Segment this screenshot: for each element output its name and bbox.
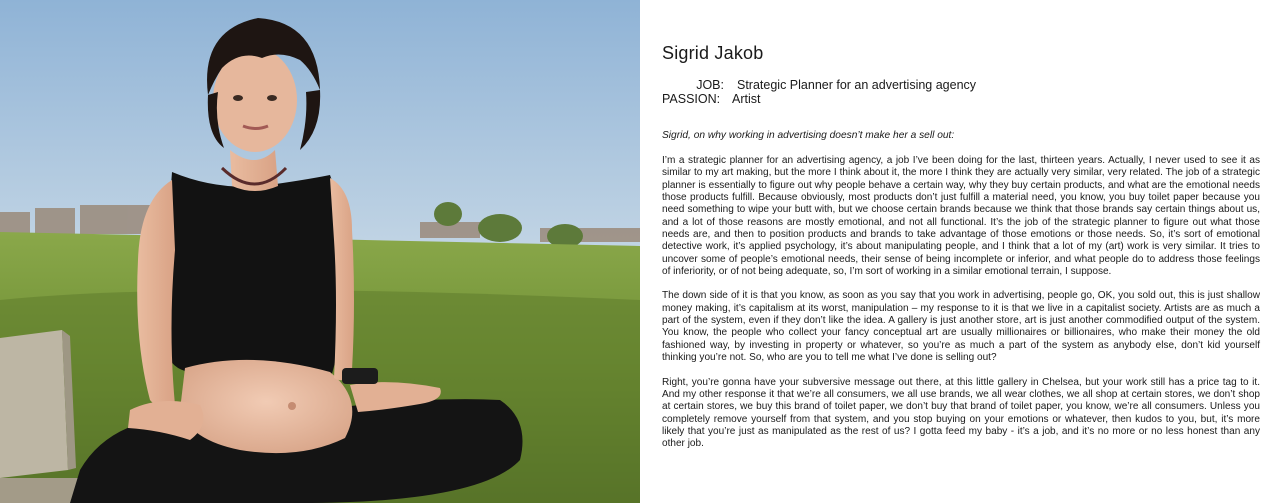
paragraph: Right, you’re gonna have your subversive message out there, at this little gallery in Chelsea, but your work still has a price tag to it. And my other response it that we’re all consumers, we all use brands, we all wear clothes, we all shop at certain stores, we don’t shop at certain stores, we buy this brand of toilet paper, we don’t buy that brand of toilet paper, you know, we’re all consumers. Unless you completely remove yourself from that system, and you stop buying on your emotions or whatever, then kudos to you, but, it’s more likely that you’re just as manipulated as the rest of us? I gotta feed my baby - it’s a job, and it’s no more or no less honest than any other job.	[662, 376, 1260, 450]
passion-value: Artist	[732, 92, 761, 106]
profile-text-panel	[662, 0, 1260, 503]
job-row	[662, 78, 976, 92]
paragraph: The down side of it is that you know, as soon as you say that you work in advertising, people go, OK, you sold out, this is just shallow money making, it’s capitalism at its worst, manipulation – my response to it is that we live in a capitalist society. Artists are as much a part of the system, even if they don’t like the idea. A gallery is just another store, art is just another commodified output of the system. You know, the people who collect your fancy conceptual art are usually millionaires or billionaires, who make their money the old fashioned way, by investing in property or whatever, so you’re as much a part of the system as anybody else, don’t kid yourself thinking you’re not. So, who are you to tell me what I’ve done is selling out?	[662, 290, 1260, 364]
profile-meta	[662, 78, 976, 106]
intro-line: Sigrid, on why working in advertising doesn’t make her a sell out:	[662, 130, 955, 141]
person-name: Sigrid Jakob	[662, 43, 764, 63]
passion-label: PASSION:	[662, 92, 721, 106]
passion-row	[662, 92, 976, 106]
job-label: JOB:	[696, 78, 724, 92]
paragraph: I’m a strategic planner for an advertising agency, a job I’ve been doing for the last, thirteen years. Actually, I never used to see it as similar to my art making, but the more I think about it, the more I think they are actually very similar, very related. The job of a strategic planner is essentially to figure out why people behave a certain way, why they buy certain products, and what are the emotional needs those products fulfill. Because obviously, most products don’t just fulfill a material need, you know, you buy toilet paper because you need something to wipe your butt with, but we choose certain brands because we think that those brands say certain things about us, and a lot of those reasons are mostly emotional, and not all functional. It’s the job of the strategic planner to figure out what those needs are, and then to position products and brands to take advantage of those emotions or those needs. So, it’s sort of emotional detective work, it’s applied psychology, it’s about manipulating people, and I think that a lot of my (art) work is very similar. It tries to uncover some of people’s emotional needs, their sense of being incomplete or inferior, and what people do to address those feelings of inferiority, or of not being adequate, so, I’m sort of working in a similar emotional terrain, I suppose.	[662, 155, 1260, 278]
interview-body	[662, 155, 1260, 463]
job-value: Strategic Planner for an advertising agency	[737, 78, 977, 92]
